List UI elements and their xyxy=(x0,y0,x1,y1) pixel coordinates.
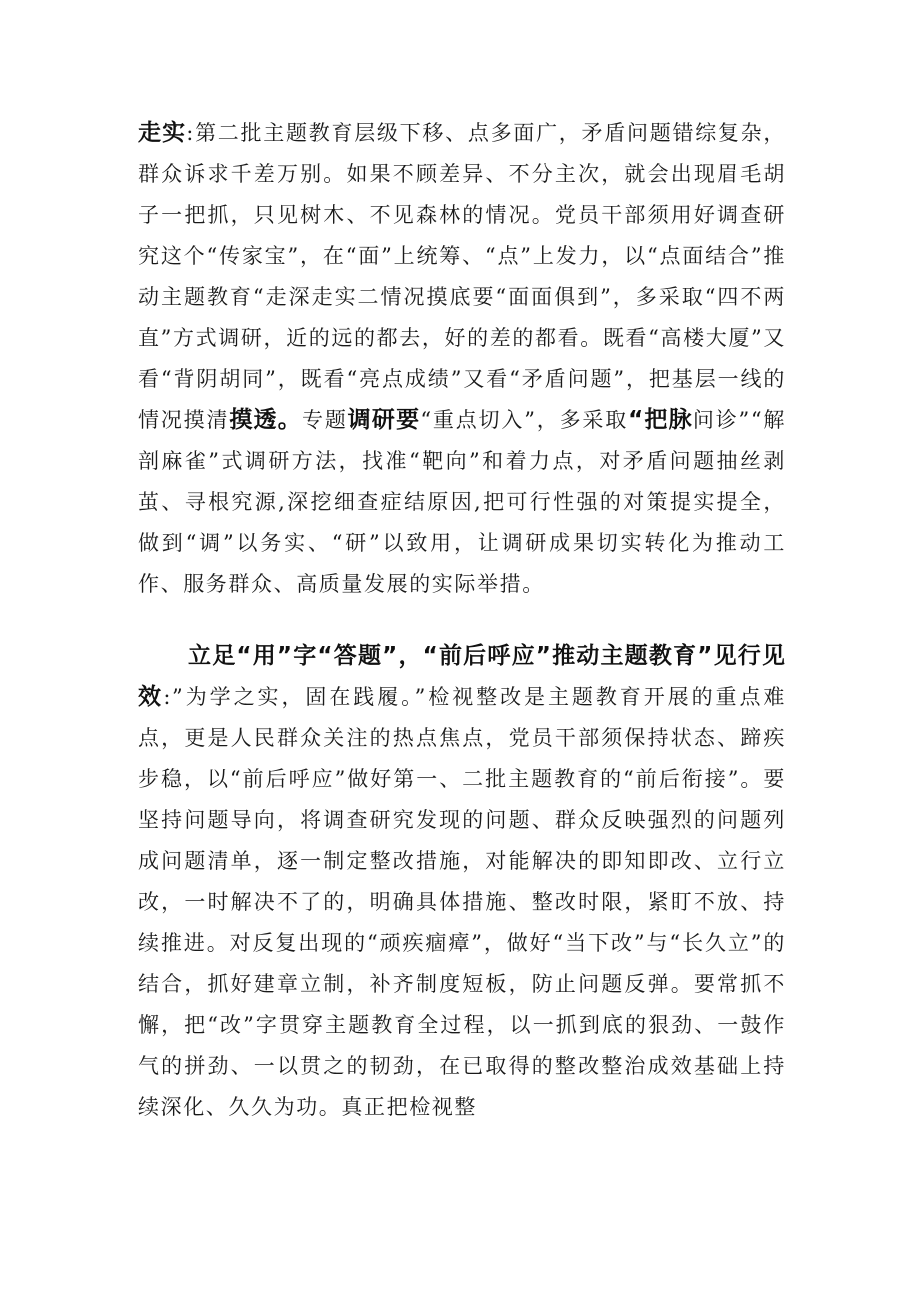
paragraph-1-segment-4: 专题 xyxy=(302,408,348,432)
paragraph-zoushi xyxy=(138,113,786,605)
paragraph-1-segment-6: “重点切入”，多采取 xyxy=(420,408,629,432)
paragraph-1-segment-5: 调研要 xyxy=(347,407,421,433)
paragraph-1-segment-1: 走实 xyxy=(138,120,187,146)
paragraph-1-segment-7: “把脉 xyxy=(628,407,693,433)
paragraph-2-body: :”为学之实，固在践履。”检视整改是主题教育开展的重点难点，更是人民群众关注的热点焦点，党员干部须保持状态、蹄疾步稳，以“前后呼应”做好第一、二批主题教育的“前后衔接”。要坚持问题导向，将调查研究发现的问题、群众反映强烈的问题列成问题清单，逐一制定整改措施，对能解决的即知即改、立行立改，一时解决不了的，明确具体措施、整改时限，紧盯不放、持续推进。对反复出现的“顽疾痼瘴”，做好“当下改”与“长久立”的结合，抓好建章立制，补齐制度短板，防止问题反弹。要常抓不懈，把“改”字贯穿主题教育全过程，以一抓到底的狠劲、一鼓作气的拼劲、一以贯之的韧劲，在已取得的整改整治成效基础上持续深化、久久为功。真正把检视整 xyxy=(138,685,786,1119)
paragraph-1-segment-2: :第二批主题教育层级下移、点多面广，矛盾问题错综复杂，群众诉求千差万别。如果不顾差异、不分主次，就会出现眉毛胡子一把抓，只见树木、不见森林的情况。党员干部须用好调查研究这个“传家宝”，在“面”上统筹、“点”上发力，以“点面结合”推动主题教育“走深走实二情况摸底要“面面俱到”，多采取“四不两直”方式调研，近的远的都去，好的差的都看。既看“高楼大厦”又看“背阴胡同”，既看“亮点成绩”又看“矛盾问题”，把基层一线的情况摸清 xyxy=(138,121,786,432)
paragraph-lizu-yong xyxy=(138,636,786,1128)
paragraph-1-segment-8: 问诊”“解剖麻雀”式调研方法，找准“靶向”和着力点，对矛盾问题抽丝剥茧、寻根究源,深挖细查症结原因,把可行性强的对策提实提全，做到“调”以务实、“研”以致用，让调研成果切实转化为推动工作、服务群众、高质量发展的实际举措。 xyxy=(138,408,787,596)
paragraph-2-heading: 立足“用”字“答题”，“前后呼应”推动主题教育”见行见效 xyxy=(138,643,786,710)
paragraph-1-segment-3: 摸透。 xyxy=(229,407,302,433)
